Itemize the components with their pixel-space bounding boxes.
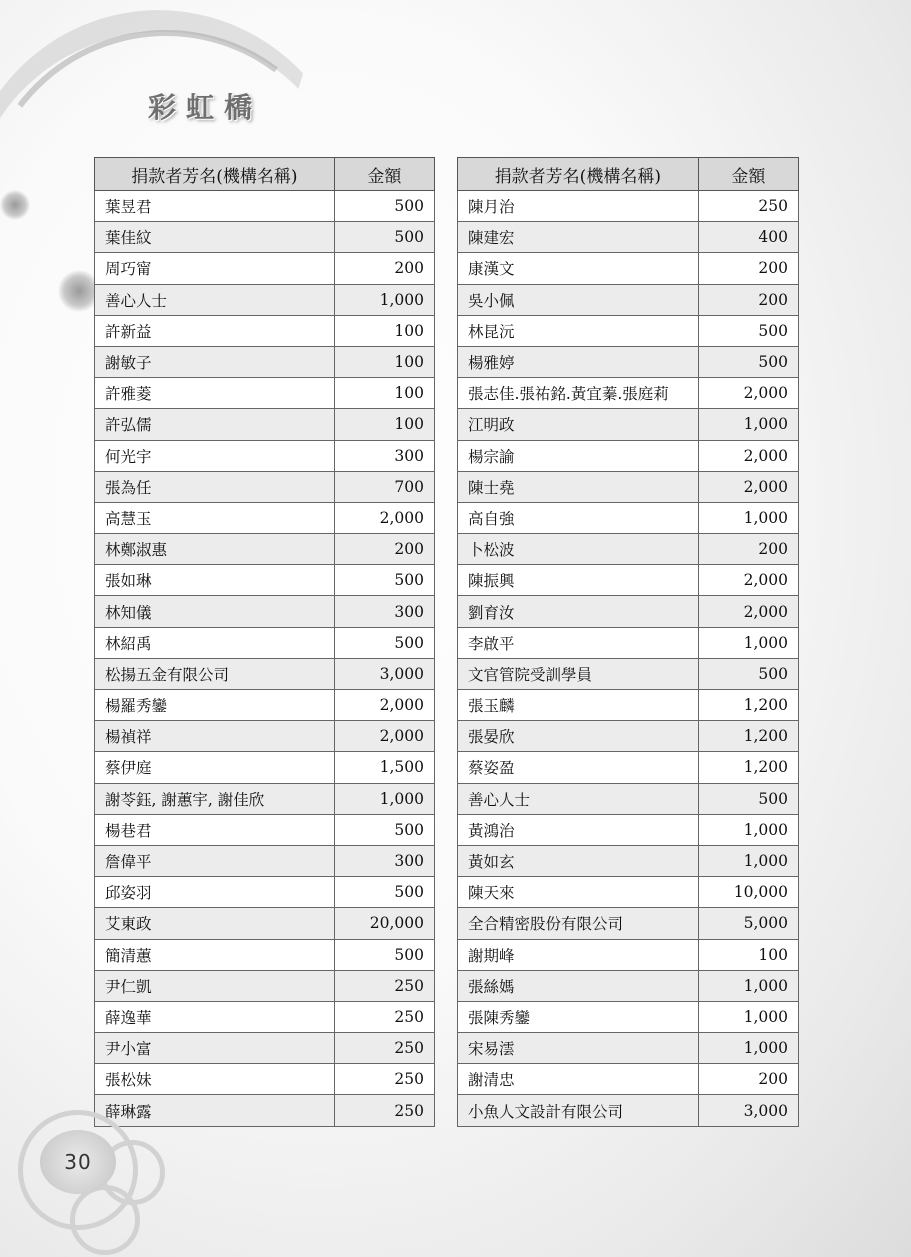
donor-name: 詹偉平	[95, 845, 335, 876]
donor-name: 蔡姿盈	[458, 752, 699, 783]
donation-amount: 2,000	[698, 440, 798, 471]
donor-name: 艾東政	[95, 908, 335, 939]
donor-name: 善心人士	[458, 783, 699, 814]
donation-amount: 1,200	[698, 752, 798, 783]
donation-amount: 200	[698, 534, 798, 565]
donation-amount: 1,200	[698, 690, 798, 721]
donor-name: 高自強	[458, 502, 699, 533]
donor-name: 黃如玄	[458, 845, 699, 876]
table-row	[458, 1001, 799, 1032]
donation-amount: 500	[334, 627, 434, 658]
donor-name: 葉昱君	[95, 191, 335, 222]
donation-amount: 100	[334, 378, 434, 409]
donation-amount: 1,000	[698, 814, 798, 845]
decorative-dot	[0, 190, 30, 220]
donor-name: 謝苓鈺, 謝蕙宇, 謝佳欣	[95, 783, 335, 814]
table-row	[458, 1033, 799, 1064]
donor-name: 謝期峰	[458, 939, 699, 970]
donor-table-left	[94, 157, 435, 1127]
table-row	[458, 783, 799, 814]
donation-amount: 500	[334, 877, 434, 908]
donation-amount: 500	[698, 658, 798, 689]
table-row	[95, 877, 435, 908]
donor-name: 張玉麟	[458, 690, 699, 721]
column-header-name: 捐款者芳名(機構名稱)	[95, 158, 335, 191]
donor-table-right-body	[458, 191, 799, 1127]
table-row	[458, 596, 799, 627]
donation-amount: 1,000	[334, 284, 434, 315]
donor-name: 許雅菱	[95, 378, 335, 409]
donor-name: 葉佳紋	[95, 222, 335, 253]
donor-name: 謝清忠	[458, 1064, 699, 1095]
table-row	[95, 721, 435, 752]
donor-name: 劉育汝	[458, 596, 699, 627]
table-row	[95, 690, 435, 721]
table-row	[458, 378, 799, 409]
donation-amount: 2,000	[334, 721, 434, 752]
table-row	[458, 502, 799, 533]
donor-name: 陳月治	[458, 191, 699, 222]
donation-amount: 200	[334, 253, 434, 284]
donation-amount: 100	[334, 409, 434, 440]
donor-name: 尹仁凱	[95, 970, 335, 1001]
donation-amount: 1,000	[698, 1033, 798, 1064]
decorative-ring	[70, 1185, 140, 1255]
donation-amount: 10,000	[698, 877, 798, 908]
donation-amount: 2,000	[698, 471, 798, 502]
donor-name: 林鄭淑惠	[95, 534, 335, 565]
table-row	[95, 565, 435, 596]
column-header-amount: 金額	[698, 158, 798, 191]
donation-amount: 5,000	[698, 908, 798, 939]
table-row	[95, 409, 435, 440]
table-row	[95, 191, 435, 222]
table-row	[458, 471, 799, 502]
donor-name: 善心人士	[95, 284, 335, 315]
table-row	[95, 346, 435, 377]
donor-name: 林紹禹	[95, 627, 335, 658]
donation-amount: 100	[698, 939, 798, 970]
donor-name: 林昆沅	[458, 315, 699, 346]
donation-amount: 20,000	[334, 908, 434, 939]
donation-amount: 500	[698, 346, 798, 377]
donation-amount: 500	[334, 222, 434, 253]
table-row	[458, 191, 799, 222]
table-row	[95, 534, 435, 565]
donation-amount: 100	[334, 346, 434, 377]
donation-amount: 500	[334, 939, 434, 970]
donor-name: 江明政	[458, 409, 699, 440]
table-row	[95, 752, 435, 783]
table-row	[95, 1001, 435, 1032]
table-row	[458, 1095, 799, 1126]
donation-amount: 500	[334, 191, 434, 222]
table-row	[458, 253, 799, 284]
donor-name: 文官管院受訓學員	[458, 658, 699, 689]
table-row	[95, 315, 435, 346]
table-row	[95, 440, 435, 471]
table-row	[95, 471, 435, 502]
table-row	[458, 908, 799, 939]
column-header-amount: 金額	[334, 158, 434, 191]
donation-amount: 1,000	[334, 783, 434, 814]
donor-table-right	[457, 157, 799, 1127]
donor-name: 陳天來	[458, 877, 699, 908]
donation-amount: 1,000	[698, 502, 798, 533]
donation-amount: 2,000	[698, 378, 798, 409]
donor-name: 楊雅婷	[458, 346, 699, 377]
table-row	[95, 627, 435, 658]
table-row	[95, 253, 435, 284]
donation-amount: 200	[698, 284, 798, 315]
donor-name: 張松妹	[95, 1064, 335, 1095]
donation-amount: 100	[334, 315, 434, 346]
table-row	[458, 939, 799, 970]
donation-amount: 1,000	[698, 970, 798, 1001]
donation-amount: 200	[698, 1064, 798, 1095]
donation-amount: 300	[334, 596, 434, 627]
donor-name: 楊羅秀鑾	[95, 690, 335, 721]
table-row	[95, 378, 435, 409]
donation-amount: 1,200	[698, 721, 798, 752]
donation-amount: 250	[334, 970, 434, 1001]
table-row	[458, 814, 799, 845]
donation-amount: 500	[334, 814, 434, 845]
donation-amount: 2,000	[698, 565, 798, 596]
donor-name: 李啟平	[458, 627, 699, 658]
donation-amount: 3,000	[334, 658, 434, 689]
donor-name: 陳建宏	[458, 222, 699, 253]
donation-amount: 300	[334, 440, 434, 471]
donation-amount: 250	[334, 1095, 434, 1126]
donor-name: 楊巷君	[95, 814, 335, 845]
donor-name: 小魚人文設計有限公司	[458, 1095, 699, 1126]
donation-amount: 200	[698, 253, 798, 284]
page-number: 30	[40, 1130, 116, 1194]
table-row	[95, 1033, 435, 1064]
donation-amount: 250	[334, 1033, 434, 1064]
donation-amount: 1,000	[698, 845, 798, 876]
donor-name: 簡清蕙	[95, 939, 335, 970]
table-row	[95, 502, 435, 533]
table-row	[458, 658, 799, 689]
donor-name: 許弘儒	[95, 409, 335, 440]
table-row	[95, 908, 435, 939]
table-row	[458, 970, 799, 1001]
table-row	[458, 222, 799, 253]
donor-name: 薛逸華	[95, 1001, 335, 1032]
table-row	[458, 721, 799, 752]
table-row	[458, 409, 799, 440]
table-row	[458, 877, 799, 908]
donor-name: 蔡伊庭	[95, 752, 335, 783]
column-header-name: 捐款者芳名(機構名稱)	[458, 158, 699, 191]
donor-name: 康漢文	[458, 253, 699, 284]
donation-amount: 500	[334, 565, 434, 596]
table-row	[95, 658, 435, 689]
table-row	[95, 1095, 435, 1126]
table-row	[458, 1064, 799, 1095]
donor-name: 吳小佩	[458, 284, 699, 315]
donor-name: 許新益	[95, 315, 335, 346]
donor-name: 高慧玉	[95, 502, 335, 533]
donor-name: 卜松波	[458, 534, 699, 565]
donation-amount: 400	[698, 222, 798, 253]
donor-name: 全合精密股份有限公司	[458, 908, 699, 939]
donor-name: 林知儀	[95, 596, 335, 627]
table-row	[458, 315, 799, 346]
donor-name: 張如琳	[95, 565, 335, 596]
donor-name: 何光宇	[95, 440, 335, 471]
donation-amount: 1,000	[698, 1001, 798, 1032]
donation-amount: 250	[698, 191, 798, 222]
donor-name: 張絲媽	[458, 970, 699, 1001]
donation-amount: 200	[334, 534, 434, 565]
table-row	[458, 845, 799, 876]
donation-amount: 2,000	[698, 596, 798, 627]
donation-amount: 300	[334, 845, 434, 876]
table-row	[458, 440, 799, 471]
donor-name: 張志佳.張祐銘.黃宜蓁.張庭莉	[458, 378, 699, 409]
table-row	[95, 970, 435, 1001]
table-row	[95, 284, 435, 315]
table-row	[95, 1064, 435, 1095]
donor-name: 張為任	[95, 471, 335, 502]
donation-amount: 3,000	[698, 1095, 798, 1126]
table-row	[458, 534, 799, 565]
donor-name: 陳士堯	[458, 471, 699, 502]
table-row	[458, 690, 799, 721]
donor-name: 尹小富	[95, 1033, 335, 1064]
table-row	[458, 284, 799, 315]
table-row	[95, 814, 435, 845]
donation-amount: 1,000	[698, 409, 798, 440]
donor-name: 黃鴻治	[458, 814, 699, 845]
donor-name: 謝敏子	[95, 346, 335, 377]
donor-name: 陳振興	[458, 565, 699, 596]
donation-amount: 2,000	[334, 690, 434, 721]
donor-name: 張晏欣	[458, 721, 699, 752]
donation-amount: 500	[698, 315, 798, 346]
table-row	[95, 939, 435, 970]
donor-name: 薛琳露	[95, 1095, 335, 1126]
table-row	[95, 845, 435, 876]
donation-amount: 1,000	[698, 627, 798, 658]
donor-name: 宋易澐	[458, 1033, 699, 1064]
table-row	[95, 596, 435, 627]
table-row	[458, 565, 799, 596]
table-row	[95, 222, 435, 253]
table-row	[458, 752, 799, 783]
donor-name: 周巧甯	[95, 253, 335, 284]
donation-amount: 2,000	[334, 502, 434, 533]
donation-amount: 250	[334, 1001, 434, 1032]
table-row	[458, 627, 799, 658]
donor-name: 張陳秀鑾	[458, 1001, 699, 1032]
donor-name: 楊禎祥	[95, 721, 335, 752]
donor-table-left-body	[95, 191, 435, 1127]
donor-name: 松揚五金有限公司	[95, 658, 335, 689]
donor-name: 楊宗諭	[458, 440, 699, 471]
donation-amount: 1,500	[334, 752, 434, 783]
table-row	[95, 783, 435, 814]
section-title: 彩虹橋	[148, 91, 263, 124]
donation-amount: 250	[334, 1064, 434, 1095]
donor-name: 邱姿羽	[95, 877, 335, 908]
table-row	[458, 346, 799, 377]
donation-amount: 500	[698, 783, 798, 814]
donation-amount: 700	[334, 471, 434, 502]
